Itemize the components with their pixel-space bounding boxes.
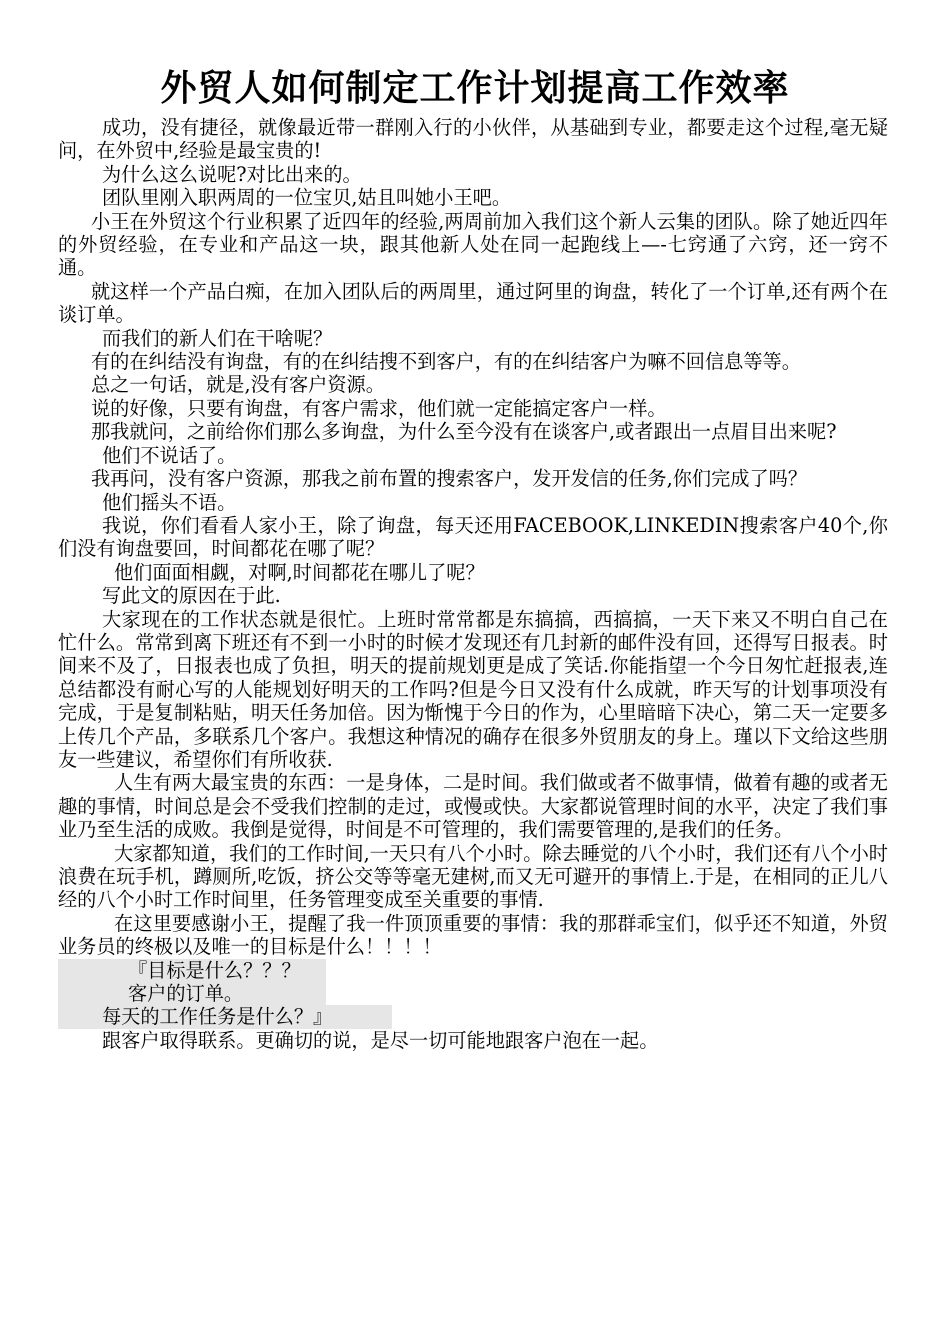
paragraph: 在这里要感谢小王，提醒了我一件顶顶重要的事情：我的那群乖宝们，似乎还不知道，外贸业务员的终极以及唯一的目标是什么！！！！	[58, 911, 888, 959]
paragraph: 总之一句话，就是,没有客户资源。	[91, 373, 385, 397]
paragraph: 他们面面相觑，对啊,时间都花在哪儿了呢？	[114, 560, 485, 584]
highlighted-line: 客户的订单。	[58, 982, 326, 1005]
paragraph: 人生有两大最宝贵的东西：一是身体，二是时间。我们做或者不做事情，做着有趣的或者无趣的事情，时间总是会不受我们控制的走过，或慢或快。大家都说管理时间的水平，决定了我们事业乃至生活的成败。我倒是觉得，时间是不可管理的，我们需要管理的,是我们的任务。	[58, 771, 888, 842]
paragraph: 小王在外贸这个行业积累了近四年的经验,两周前加入我们这个新人云集的团队。除了她近四年的外贸经验，在专业和产品这一块，跟其他新人处在同一起跑线上—-七窍通了六窍，还一窍不通。	[58, 209, 888, 280]
paragraph: 跟客户取得联系。更确切的说，是尽一切可能地跟客户泡在一起。	[102, 1028, 659, 1052]
paragraph: 说的好像，只要有询盘，有客户需求，他们就一定能搞定客户一样。	[91, 396, 667, 420]
highlight-block	[58, 959, 888, 1029]
paragraph: 而我们的新人们在干啥呢？	[102, 326, 333, 350]
paragraph: 有的在纠结没有询盘，有的在纠结搜不到客户，有的在纠结客户为嘛不回信息等等。	[91, 350, 801, 374]
paragraph: 大家都知道，我们的工作时间,一天只有八个小时。除去睡觉的八个小时，我们还有八个小时浪费在玩手机，蹲厕所,吃饭，挤公交等等毫无建树,而又无可避开的事情上.于是，在相同的正儿八经的八个小时工作时间里，任务管理变成至关重要的事情.	[58, 841, 888, 912]
paragraph: 我说，你们看看人家小王，除了询盘，每天还用FACEBOOK,LINKEDIN搜索客户40个,你们没有询盘要回，时间都花在哪了呢？	[58, 513, 888, 561]
paragraph: 那我就问，之前给你们那么多询盘，为什么至今没有在谈客户,或者跟出一点眉目出来呢?	[91, 420, 837, 444]
paragraph: 就这样一个产品白痴，在加入团队后的两周里，通过阿里的询盘，转化了一个订单,还有两个在谈订单。	[58, 279, 888, 327]
article-body	[58, 116, 888, 1052]
paragraph: 为什么这么说呢?对比出来的。	[102, 162, 362, 186]
highlighted-line: 『目标是什么？？？	[58, 959, 326, 982]
paragraph: 团队里刚入职两周的一位宝贝,姑且叫她小王吧。	[102, 186, 512, 210]
paragraph: 大家现在的工作状态就是很忙。上班时常常都是东搞搞，西搞搞，一天下来又不明白自己在忙什么。常常到离下班还有不到一小时的时候才发现还有几封新的邮件没有回，还得写日报表。时间来不及了，日报表也成了负担，明天的提前规划更是成了笑话.你能指望一个今日匆忙赶报表,连总结都没有耐心写的人能规划好明天的工作吗?但是今日又没有什么成就，昨天写的计划事项没有完成，于是复制粘贴，明天任务加倍。因为惭愧于今日的作为，心里暗暗下决心，第二天一定要多上传几个产品，多联系几个客户。我想这种情况的确存在很多外贸朋友的身上。瑾以下文给这些朋友一些建议，希望你们有所收获.	[58, 607, 888, 771]
paragraph: 他们不说话了。	[102, 443, 237, 467]
paragraph: 写此文的原因在于此.	[102, 584, 281, 608]
paragraph: 他们摇头不语。	[102, 490, 237, 514]
page-title: 外贸人如何制定工作计划提高工作效率	[160, 67, 790, 109]
highlighted-line: 每天的工作任务是什么？』	[58, 1005, 392, 1028]
paragraph: 我再问，没有客户资源，那我之前布置的搜索客户，发开发信的任务,你们完成了吗？	[91, 467, 808, 491]
paragraph: 成功，没有捷径，就像最近带一群刚入行的小伙伴，从基础到专业，都要走这个过程,毫无疑问，在外贸中,经验是最宝贵的!	[58, 116, 888, 163]
